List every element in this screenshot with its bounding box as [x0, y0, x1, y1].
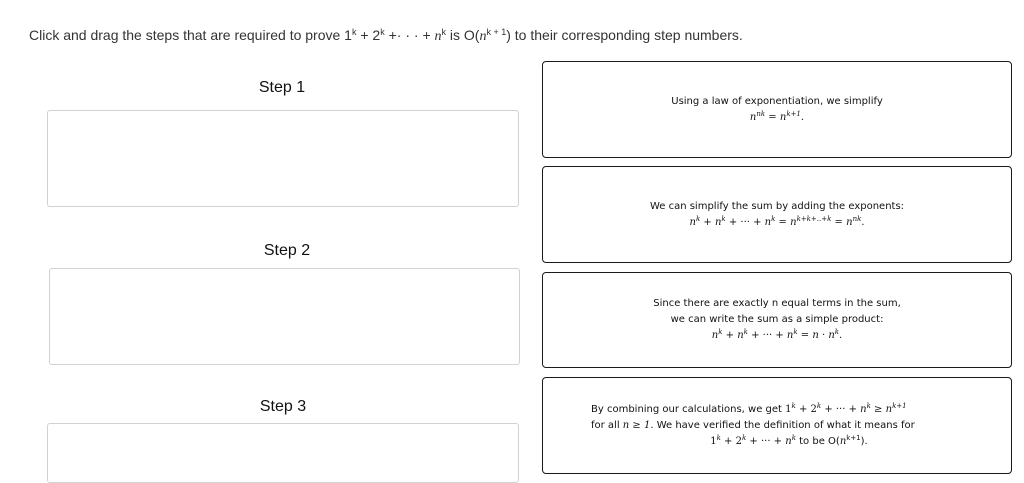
- card-4-line-3: $1^k + 2^k$ + ··· + $n^k$ to be $O(n^{k+1})$.: [710, 433, 868, 447]
- step-3-drop-zone[interactable]: [47, 423, 519, 483]
- step-2-label: Step 2: [263, 242, 311, 259]
- card-3-text-line-2: we can write the sum as a simple product:: [670, 314, 884, 325]
- draggable-step-card-simple-product[interactable]: [542, 272, 1012, 368]
- step-3-label: Step 3: [259, 398, 307, 415]
- draggable-step-card-add-exponents[interactable]: [542, 166, 1012, 263]
- card-3-text-line-1: Since there are exactly n equal terms in the sum,: [653, 298, 901, 309]
- step-1-drop-zone[interactable]: [47, 110, 519, 207]
- card-4-line-1: By combining our calculations, we get $1^k + 2^k$ + ··· + $n^k \ge n^{k+1}$: [591, 401, 907, 415]
- card-1-math: $n^{nk} = n^{k+1}$.: [749, 109, 805, 123]
- draggable-step-card-combine-calculations[interactable]: [542, 377, 1012, 474]
- card-2-text: We can simplify the sum by adding the exponents:: [649, 200, 905, 212]
- card-2-math: $n^k + n^k$ + ··· + $n^k = n^{k+k+..+k} = n^{nk}$.: [689, 214, 865, 228]
- instruction-text: Click and drag the steps that are required to prove $1^k + 2^k$ +· · · + $n^k$ is $O(n^{k + 1})$ to their corresponding step numbers.: [29, 27, 743, 44]
- card-3-math: $n^k + n^k$ + ··· + $n^k = n \cdot n^k$.: [711, 328, 843, 341]
- draggable-step-card-exponent-law[interactable]: [542, 61, 1012, 158]
- step-2-drop-zone[interactable]: [49, 268, 520, 365]
- card-4-line-2: for all n ≥ 1. We have verified the definition of what it means for: [591, 419, 915, 431]
- card-1-text: Using a law of exponentiation, we simplify: [671, 95, 883, 107]
- step-1-label: Step 1: [258, 79, 306, 96]
